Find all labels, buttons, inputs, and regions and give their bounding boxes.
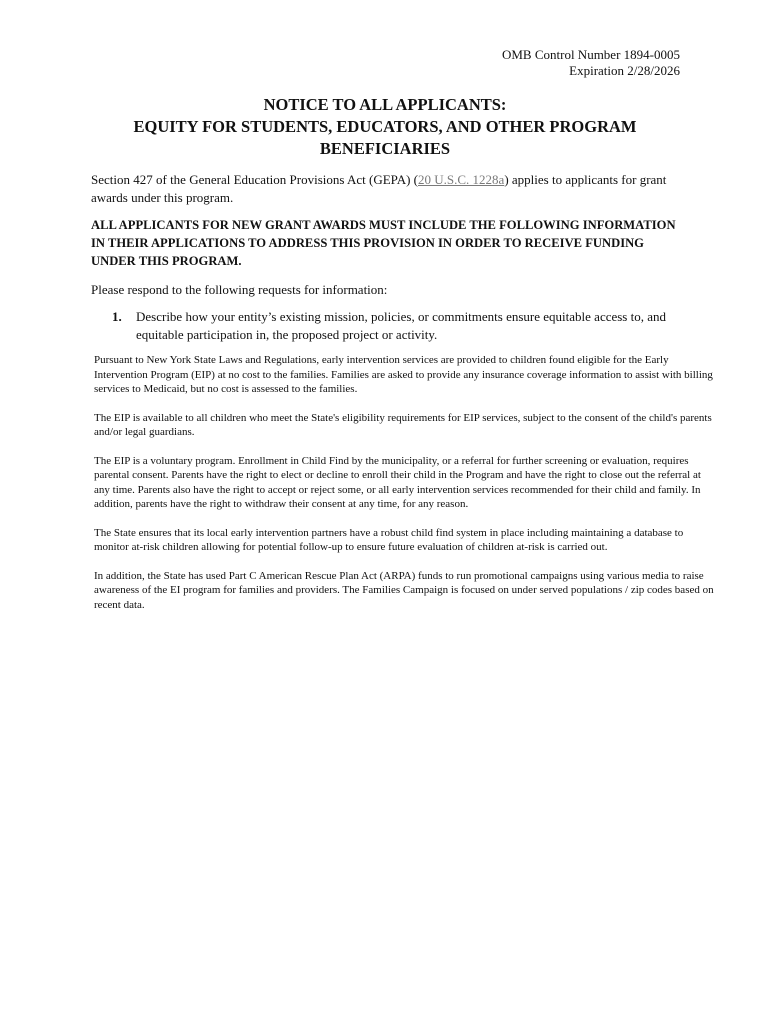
question-item [112, 308, 692, 344]
intro-paragraph [91, 171, 691, 207]
intro-text-after-link: ) applies to applicants for grant awards under this program. [91, 172, 667, 205]
title-line-3: BENEFICIARIES [319, 139, 451, 158]
respond-instruction: Please respond to the following requests for information: [91, 282, 388, 297]
omb-control-number: OMB Control Number 1894-0005 [501, 47, 680, 62]
omb-control-block [502, 47, 680, 79]
intro-text-before-link: Section 427 of the General Education Provisions Act (GEPA) ( [91, 172, 418, 187]
title-line-1: NOTICE TO ALL APPLICANTS: [263, 95, 507, 114]
answer-block [94, 353, 719, 626]
usc-citation-link[interactable]: 20 U.S.C. 1228a [418, 172, 505, 187]
question-text: Describe how your entity’s existing mission, policies, or commitments ensure equitable access to, and equitable participation in, the proposed project or activity. [136, 309, 666, 342]
question-number: 1. [112, 309, 122, 324]
funding-requirement-notice: ALL APPLICANTS FOR NEW GRANT AWARDS MUST INCLUDE THE FOLLOWING INFORMATION IN THEIR APPLICATIONS TO ADDRESS THIS PROVISION IN ORDER TO RECEIVE FUNDING UNDER THIS PROGRAM. [91, 218, 676, 268]
expiration-date: Expiration 2/28/2026 [569, 63, 680, 78]
answer-paragraph: Pursuant to New York State Laws and Regulations, early intervention services are provided to children found eligible for the Early Intervention Program (EIP) at no cost to the families. Families are asked to provide any insurance coverage information to assist with billing services to Medicaid, but no cost is assessed to the families. [94, 354, 713, 395]
answer-paragraph: In addition, the State has used Part C American Rescue Plan Act (ARPA) funds to run promotional campaigns using various media to raise awareness of the EI program for families and providers. The Families Campaign is focused on under served populations / zip codes based on recent data. [94, 569, 714, 611]
answer-paragraph: The EIP is available to all children who meet the State's eligibility requirements for EIP services, subject to the consent of the child's parents and/or legal guardians. [94, 411, 712, 438]
answer-paragraph: The EIP is a voluntary program. Enrollment in Child Find by the municipality, or a referral for further screening or evaluation, requires parental consent. Parents have the right to elect or decline to enroll their child in the Program and have the right to close out the referral at any time. Parents also have the right to accept or reject some, or all early intervention services recommended for their child and family. In addition, parents have the right to withdraw their consent at any time, for any reason. [94, 454, 701, 510]
page-title [80, 94, 690, 160]
title-line-2: EQUITY FOR STUDENTS, EDUCATORS, AND OTHER PROGRAM [133, 117, 637, 136]
answer-paragraph: The State ensures that its local early intervention partners have a robust child find system in place including maintaining a database to monitor at-risk children allowing for potential follow-up to ensure future evaluation of children at-risk is carried out. [94, 526, 684, 553]
